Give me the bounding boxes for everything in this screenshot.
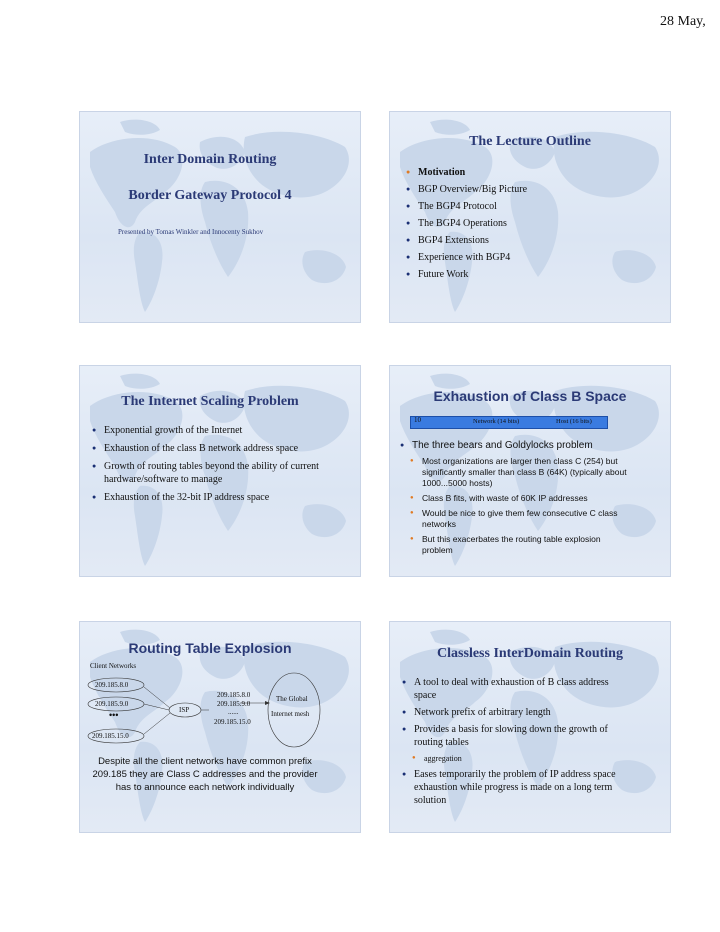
slide-title: Routing Table Explosion — [128, 640, 292, 656]
bullet-list — [400, 439, 660, 452]
bullet-list — [402, 676, 632, 753]
list-item: ● Exponential growth of the Internet — [92, 424, 342, 437]
route-label: 209.185.15.0 — [214, 718, 251, 726]
link-line — [144, 704, 169, 710]
slide-title: Inter Domain Routing — [143, 152, 277, 167]
list-item: ● Eases temporarily the problem of IP address space exhaustion while progress is made on a long term solution — [402, 768, 632, 807]
list-item: ● Class B fits, with waste of 60K IP addresses — [410, 493, 630, 504]
list-item: ● The BGP4 Operations — [406, 215, 527, 232]
link-line — [144, 713, 170, 734]
client-networks-label: Client Networks — [90, 662, 137, 670]
slide-6 — [390, 622, 670, 832]
bar-prefix: 10 — [414, 416, 421, 424]
list-item: ● Exhaustion of the 32-bit IP address space — [92, 491, 342, 504]
sub-bullet-list — [412, 753, 462, 764]
list-item: ● Experience with BGP4 — [406, 249, 527, 266]
list-item: ● Network prefix of arbitrary length — [402, 706, 632, 719]
client-net-label: 209.185.8.0 — [95, 681, 129, 689]
list-item: ● But this exacerbates the routing table explosion problem — [410, 534, 630, 556]
cloud-label: Internet mesh — [271, 710, 310, 718]
bullet-list — [402, 768, 632, 807]
list-item: ● Would be nice to give them few consecutive C class networks — [410, 508, 630, 530]
presenter-text: Presented by Tomas Winkler and Innocenty Sukhov — [118, 228, 264, 236]
slide-5 — [80, 622, 360, 832]
cloud-label: The Global — [276, 695, 308, 703]
list-item: ● BGP Overview/Big Picture — [406, 181, 527, 198]
arrow-head — [265, 701, 270, 705]
isp-label: ISP — [179, 706, 190, 714]
slide-title: The Internet Scaling Problem — [121, 394, 299, 409]
slide-subtitle: Border Gateway Protocol 4 — [128, 188, 292, 203]
slide-1 — [80, 112, 360, 322]
client-net-label: 209.185.9.0 — [95, 700, 129, 708]
list-item: ● BGP4 Extensions — [406, 232, 527, 249]
list-item: ● Motivation — [406, 164, 527, 181]
list-item: ● A tool to deal with exhaustion of B class address space — [402, 676, 632, 702]
page-date: 28 May, — [660, 14, 706, 29]
sub-bullet-list — [410, 456, 630, 556]
list-item: ● Future Work — [406, 266, 527, 283]
list-item: ● Growth of routing tables beyond the ability of current hardware/software to manage — [92, 460, 342, 486]
route-label: ...... — [228, 708, 239, 716]
network-diagram — [80, 622, 360, 832]
slide-4 — [390, 366, 670, 576]
explanation-text: Despite all the client networks have common prefix 209.185 they are Class C addresses and the provider has to announce each network individually — [92, 756, 318, 793]
ellipsis-dots: ••• — [109, 710, 119, 720]
route-label: 209.185.9.0 — [217, 700, 251, 708]
slide-title: Classless InterDomain Routing — [437, 646, 623, 661]
bar-network: Network (14 bits) — [473, 418, 520, 425]
bullet-list — [92, 424, 342, 504]
list-item: ● The BGP4 Protocol — [406, 198, 527, 215]
slide-3 — [80, 366, 360, 576]
outline-list — [406, 164, 527, 283]
list-item: ● Provides a basis for slowing down the growth of routing tables — [402, 723, 632, 749]
client-net-label: 209.185.15.0 — [92, 732, 129, 740]
route-label: 209.185.8.0 — [217, 691, 251, 699]
list-item: ● The three bears and Goldylocks problem — [400, 439, 660, 452]
class-b-bar — [410, 416, 608, 429]
list-item: ● aggregation — [412, 753, 462, 764]
list-item: ● Exhaustion of the class B network address space — [92, 442, 342, 455]
list-item: ● Most organizations are larger then class C (254) but significantly smaller than class B (64K) (typically about 1000...5000 hosts) — [410, 456, 630, 489]
slide-2 — [390, 112, 670, 322]
slide-title: The Lecture Outline — [469, 134, 591, 149]
bar-host: Host (16 bits) — [556, 418, 592, 425]
slide-title: Exhaustion of Class B Space — [433, 388, 627, 404]
